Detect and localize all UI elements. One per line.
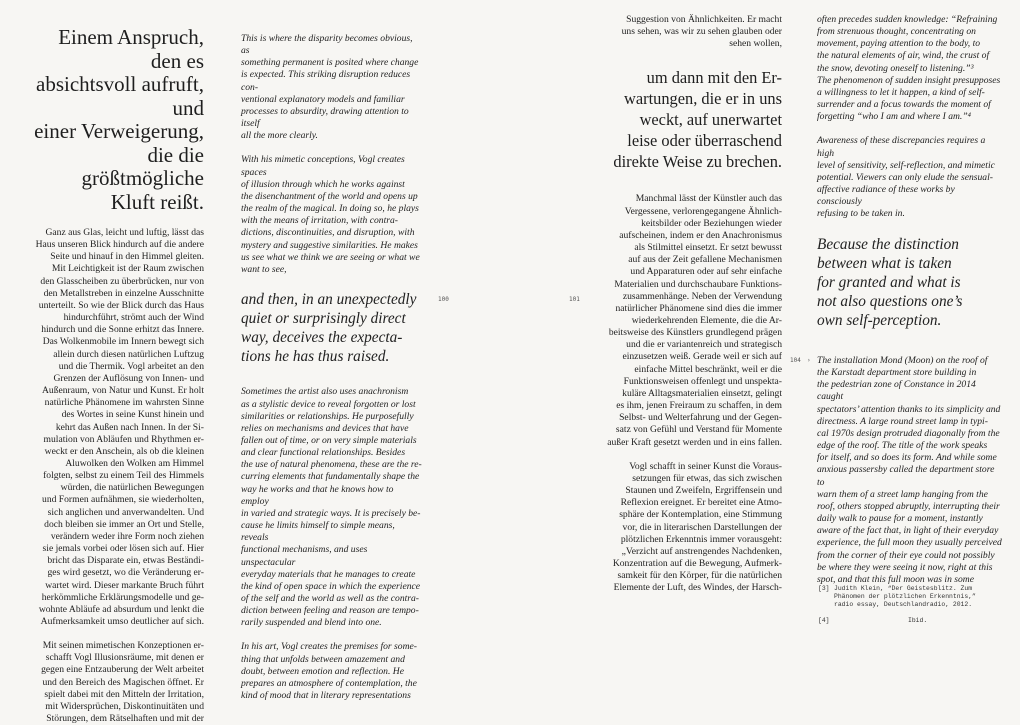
page-heading: Einem Anspruch, den es absichtsvoll aufruft, und einer Verweigerung, die die größtmögliche Kluft reißt. — [34, 25, 204, 214]
footnote-4 — [818, 617, 1002, 627]
footnote-3 — [818, 585, 1002, 617]
footnote-text: Judith Klein, “Der Geistesblitz. Zum Phänomen der plötzlichen Erkenntnis,” radio essay, Deutschlandradio, 2012. — [834, 585, 976, 608]
right-german-column — [604, 14, 782, 594]
german-top-paragraph: Suggestion von Ähnlichkeiten. Er macht uns sehen, was wir zu sehen glauben oder sehen wollen, — [621, 14, 782, 50]
figure-caption: The installation Mond (Moon) on the roof of the Karstadt department store building in the pedestrian zone of Constance in 2014 caught spectators’ attention thanks to its simplicity and directness. A large round street lamp in typi- cal 1970s design protruded diagonally from the edge of the roof. The title of the work speaks for itself, and so does its form. And while some anxious passersby called the department store to warn them of a street lamp hanging from the roof, others stopped abruptly, interrupting their daily walk to pause for a moment, instantly aware of the fact that, in light of their everyday experience, the full moon they usually perceived from the corner of their eye could not possibly be where they were seeing it now, right at this spot, and that this full moon was in some — [817, 355, 1002, 585]
footnote-text: Ibid. — [908, 617, 928, 624]
english-paragraph-6: Awareness of these discrepancies requires a high level of sensitivity, self-reflection, and mimetic potential. Viewers can only elude the sensual- affective radiance of these works by consciously refusing to be taken in. — [817, 135, 995, 220]
english-paragraph-4: In his art, Vogl creates the premises for some- thing that unfolds between amazement and doubt, between emotion and reflection. He prepares an atmosphere of contemplation, the kind of mood that in literary representations — [241, 641, 417, 702]
footnote-label: [3] — [818, 585, 830, 592]
left-german-column — [33, 26, 204, 725]
left-english-column — [241, 33, 423, 702]
german-body-paragraph-2: Mit seinen mimetischen Konzeptionen er- schafft Vogl Illusionsräume, mit denen er gegen eine Entzauberung der Welt arbeitet und den Bereich des Magischen öffnet. Er spielt dabei mit den Mitteln der Irritation, mit Widersprüchen, Diskontinuitäten und Störungen, dem Rätselhaften und mit der — [41, 640, 204, 725]
german-pull-quote: um dann mit den Er- wartungen, die er in uns weckt, auf unerwartet leise oder überraschend direkte Weise zu brechen. — [613, 68, 782, 171]
german-body-paragraph-4: Vogl schafft in seiner Kunst die Voraus- setzungen für etwas, das sich zwischen Staunen und Zweifeln, Ergriffensein und Reflexion ereignet. Er bereitet eine Atmo- sphäre der Kontemplation, eine Stimmung vor, die in literarischen Darstellungen der plötzlichen Erkenntnis immer vorausgeht: „Verzicht auf anstrengendes Nachdenken, Konzentration auf die Bewegung, Aufmerk- samkeit für den Körper, für die natürlichen Elemente der Luft, des Windes, der Harsch- — [612, 460, 782, 594]
english-paragraph-5: often precedes sudden knowledge: “Refraining from strenuous thought, concentrating on movement, paying attention to the body, to the natural elements of air, wind, the crust of the snow, devoting oneself to listening.”³ The phenomenon of sudden insight presupposes a willingness to let it happen, a kind of self- surrender and a focus towards the moment of forgetting “who I am and where I am.”⁴ — [817, 14, 1001, 123]
english-paragraph-2: With his mimetic conceptions, Vogl creates spaces of illusion through which he works against the disenchantment of the world and opens up the realm of the magical. In doing so, he plays with the means of irritation, with contra- dictions, discontinuities, and disruption, with mystery and suggestive similarities. He makes us see what we think we are seeing or what we want to see, — [241, 154, 420, 275]
footnotes — [818, 585, 1002, 627]
english-pull-quote-2: Because the distinction between what is taken for granted and what is not also questions one’s own self-perception. — [817, 235, 963, 329]
right-english-column — [817, 14, 1001, 330]
english-paragraph-3: Sometimes the artist also uses anachronism as a stylistic device to reveal forgotten or lost similarities or relationships. He purposefully relies on mechanisms and devices that have fallen out of time, or on very simple materials and clear functional relationships. Besides the use of natural phenomena, these are the re- curring elements that fundamentally shape the way he works and that he knows how to employ in varied and strategic ways. It is precisely be- cause he limits himself to simple means, reveals functional mechanisms, and uses unspectacular everyday materials that he manages to create the kind of open space in which the experience of the self and the world as well as the contra- diction between feeling and reason are tempo- rarily suspended and blend into one. — [241, 386, 422, 629]
arrow-right-icon: › — [807, 357, 811, 364]
figure-caption-block — [790, 355, 1002, 586]
page-number-right: 101 — [569, 296, 580, 303]
figure-reference: 104 — [790, 357, 801, 364]
english-paragraph-1: This is where the disparity becomes obvious, as something permanent is posited where change is expected. This striking disruption reduces con- ventional explanatory models and familiar processes to absurdity, drawing attention to itself all the more clearly. — [241, 33, 419, 142]
english-pull-quote: and then, in an unexpectedly quiet or surprisingly direct way, deceives the expecta- tions he has thus raised. — [241, 290, 417, 366]
german-body-paragraph-1: Ganz aus Glas, leicht und luftig, lässt das Haus unseren Blick hindurch auf die andere Seite und hinauf in den Himmel gleiten. Mit Leichtigkeit ist der Raum zwischen den Glasscheiben zu überbrücken, nur von den Metallstreben in einzelne Ausschnitte unterteilt. So wie der Blick durch das Haus hindurchführt, strömt auch der Wind hindurch und die Sonne erhitzt das Innere. Das Wolkenmobile im Innern bewegt sich allein durch diesen natürlichen Luftzug und die Thermik. Vogl arbeitet an den Grenzen der Auflösung von Innen- und Außenraum, von Natur und Kunst. Er holt natürliche Phänomene im wahrsten Sinne des Wortes in seine Kunst hinein und kehrt das Außen nach Innen. In der Si- mulation von Abläufen und Rhythmen er- weckt er den Anschein, als ob die kleinen Aluwolken den Wolken am Himmel folgten, selbst zu einem Teil des Himmels würden, die natürlichen Bewegungen und Formen aufnähmen, sie wiederholten, sich anglichen und anverwandelten. Und doch bleiben sie immer an Ort und Stelle, verändern weder ihre Form noch ziehen sie jemals vorbei oder lösen sich auf. Hier bricht das Disparate ein, etwas Beständi- ges wird gesetzt, wo die Veränderung er- wartet wird. Dieser markante Bruch führt herkömmliche Erklärungsmodelle und ge- wohnte Abläufe ad absurdum und lenkt die Aufmerksamkeit umso deutlicher auf sich. — [35, 227, 204, 627]
footnote-label: [4] — [818, 617, 830, 624]
page-number-left: 100 — [438, 296, 449, 303]
german-body-paragraph-3: Manchmal lässt der Künstler auch das Vergessene, verlorengegangene Ähnlich- keitsbilder oder Beziehungen wieder aufscheinen, indem er den Anachronismus als Stilmittel einsetzt. Er setzt bewusst auf aus der Zeit gefallene Mechanismen und Apparaturen oder auf sehr einfache Materialien und durchschaubare Funktions- zusammenhänge. Neben der Verwendung natürlicher Phänomene sind dies die immer wiederkehrenden Elemente, die die Ar- beitsweise des Künstlers grundlegend prägen und die er variantenreich und strategisch einzusetzen weiß. Gerade weil er sich auf einfache Mittel beschränkt, weil er die Funktionsweisen offenlegt und unspekta- kuläre Alltagsmaterialien einsetzt, gelingt es ihm, jenen Freiraum zu schaffen, in dem Selbst- und Welterfahrung und der Gegen- satz von Gefühl und Verstand für Momente außer Kraft gesetzt werden und in eins fallen. — [607, 193, 782, 448]
